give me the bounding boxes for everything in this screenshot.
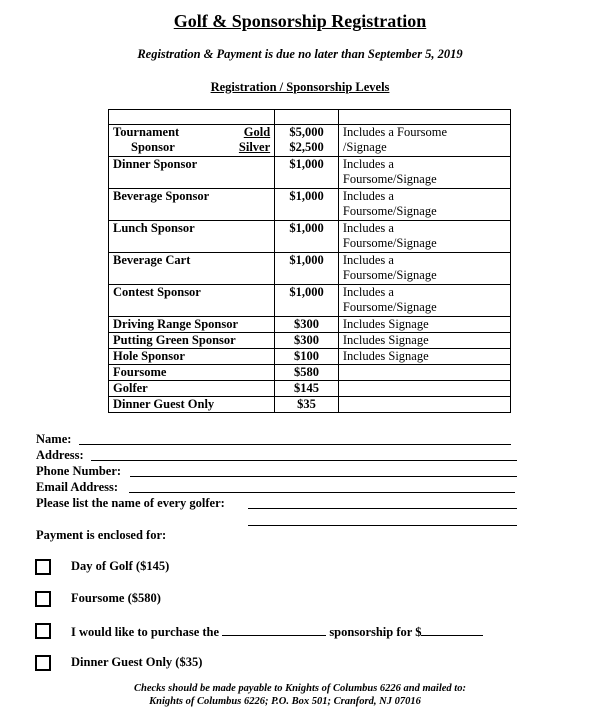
dinner-guest-checkbox[interactable] [35, 655, 51, 671]
tournament-includes-1: Includes a Foursome [342, 125, 448, 139]
levels-heading: Registration / Sponsorship Levels [210, 80, 390, 94]
level-price: $300 [275, 333, 339, 349]
level-name: Beverage Cart [109, 253, 275, 285]
foursome-label: Foursome ($580) [71, 591, 161, 605]
foursome-checkbox[interactable] [35, 591, 51, 607]
level-price: $1,000 [275, 253, 339, 285]
address-label: Address: [36, 448, 84, 462]
table-row [109, 317, 511, 333]
level-includes-1: Includes a [342, 253, 394, 267]
level-price: $300 [275, 317, 339, 333]
level-includes-1: Includes a [342, 221, 394, 235]
tournament-includes-2: /Signage [342, 140, 387, 154]
sponsorship-checkbox[interactable] [35, 623, 51, 639]
address-field[interactable] [91, 460, 517, 461]
table-row-blank [109, 110, 511, 125]
table-row [109, 285, 511, 317]
phone-field[interactable] [130, 476, 517, 477]
sponsorship-type-field[interactable] [222, 623, 326, 636]
sponsor-label: Sponsor [131, 140, 175, 154]
table-row [109, 189, 511, 221]
day-of-golf-label: Day of Golf ($145) [71, 559, 170, 573]
sponsorship-amount-field[interactable] [421, 623, 483, 636]
level-includes-1: Includes a [342, 285, 394, 299]
level-name: Contest Sponsor [109, 285, 275, 317]
level-name: Lunch Sponsor [109, 221, 275, 253]
golfers-field-2[interactable] [248, 525, 517, 526]
footer-checks-payable: Checks should be made payable to Knights of Columbus 6226 and mailed to: [134, 683, 466, 694]
level-name: Beverage Sponsor [109, 189, 275, 221]
level-includes [338, 381, 510, 397]
day-of-golf-checkbox[interactable] [35, 559, 51, 575]
table-row [109, 365, 511, 381]
name-label: Name: [36, 432, 72, 446]
name-field[interactable] [79, 444, 511, 445]
level-price: $580 [275, 365, 339, 381]
level-name: Driving Range Sponsor [109, 317, 275, 333]
silver-label: Silver [238, 140, 271, 154]
level-name: Dinner Guest Only [109, 397, 275, 413]
silver-price: $2,500 [289, 140, 324, 154]
level-name: Dinner Sponsor [109, 157, 275, 189]
golfers-label: Please list the name of every golfer: [36, 496, 225, 510]
level-name: Foursome [109, 365, 275, 381]
dinner-guest-label: Dinner Guest Only ($35) [71, 655, 203, 669]
level-price: $1,000 [275, 221, 339, 253]
table-row-tournament [109, 125, 511, 157]
table-row [109, 381, 511, 397]
level-includes-1: Includes a [342, 189, 394, 203]
level-name: Hole Sponsor [109, 349, 275, 365]
level-includes: Includes Signage [338, 317, 510, 333]
level-price: $145 [275, 381, 339, 397]
level-name: Golfer [109, 381, 275, 397]
level-includes-2: Foursome/Signage [342, 300, 437, 314]
phone-label: Phone Number: [36, 464, 122, 478]
level-includes: Includes Signage [338, 349, 510, 365]
level-includes-2: Foursome/Signage [342, 204, 437, 218]
level-price: $100 [275, 349, 339, 365]
level-price: $1,000 [275, 189, 339, 221]
table-row [109, 333, 511, 349]
level-price: $1,000 [275, 157, 339, 189]
level-includes: Includes Signage [338, 333, 510, 349]
golfers-field-1[interactable] [248, 508, 517, 509]
tournament-label: Tournament [113, 125, 180, 139]
level-includes-2: Foursome/Signage [342, 172, 437, 186]
level-price: $35 [275, 397, 339, 413]
email-label: Email Address: [36, 480, 119, 494]
table-row [109, 221, 511, 253]
level-price: $1,000 [275, 285, 339, 317]
due-notice: Registration & Payment is due no later than September 5, 2019 [137, 47, 463, 61]
table-row [109, 349, 511, 365]
level-includes [338, 397, 510, 413]
payment-label: Payment is enclosed for: [36, 528, 167, 542]
sponsorship-amount-label: sponsorship for $ [329, 625, 422, 639]
level-name: Putting Green Sponsor [109, 333, 275, 349]
gold-label: Gold [243, 125, 271, 139]
level-includes [338, 365, 510, 381]
gold-price: $5,000 [289, 125, 324, 139]
table-row [109, 397, 511, 413]
level-includes-2: Foursome/Signage [342, 268, 437, 282]
sponsorship-option [71, 623, 483, 640]
table-row [109, 253, 511, 285]
level-includes-1: Includes a [342, 157, 394, 171]
table-row [109, 157, 511, 189]
purchase-label: I would like to purchase the [71, 625, 220, 639]
level-includes-2: Foursome/Signage [342, 236, 437, 250]
email-field[interactable] [129, 492, 515, 493]
page-title: Golf & Sponsorship Registration [173, 11, 427, 31]
footer-mailing-address: Knights of Columbus 6226; P.O. Box 501; Cranford, NJ 07016 [149, 696, 421, 707]
sponsorship-levels-table [108, 109, 511, 413]
